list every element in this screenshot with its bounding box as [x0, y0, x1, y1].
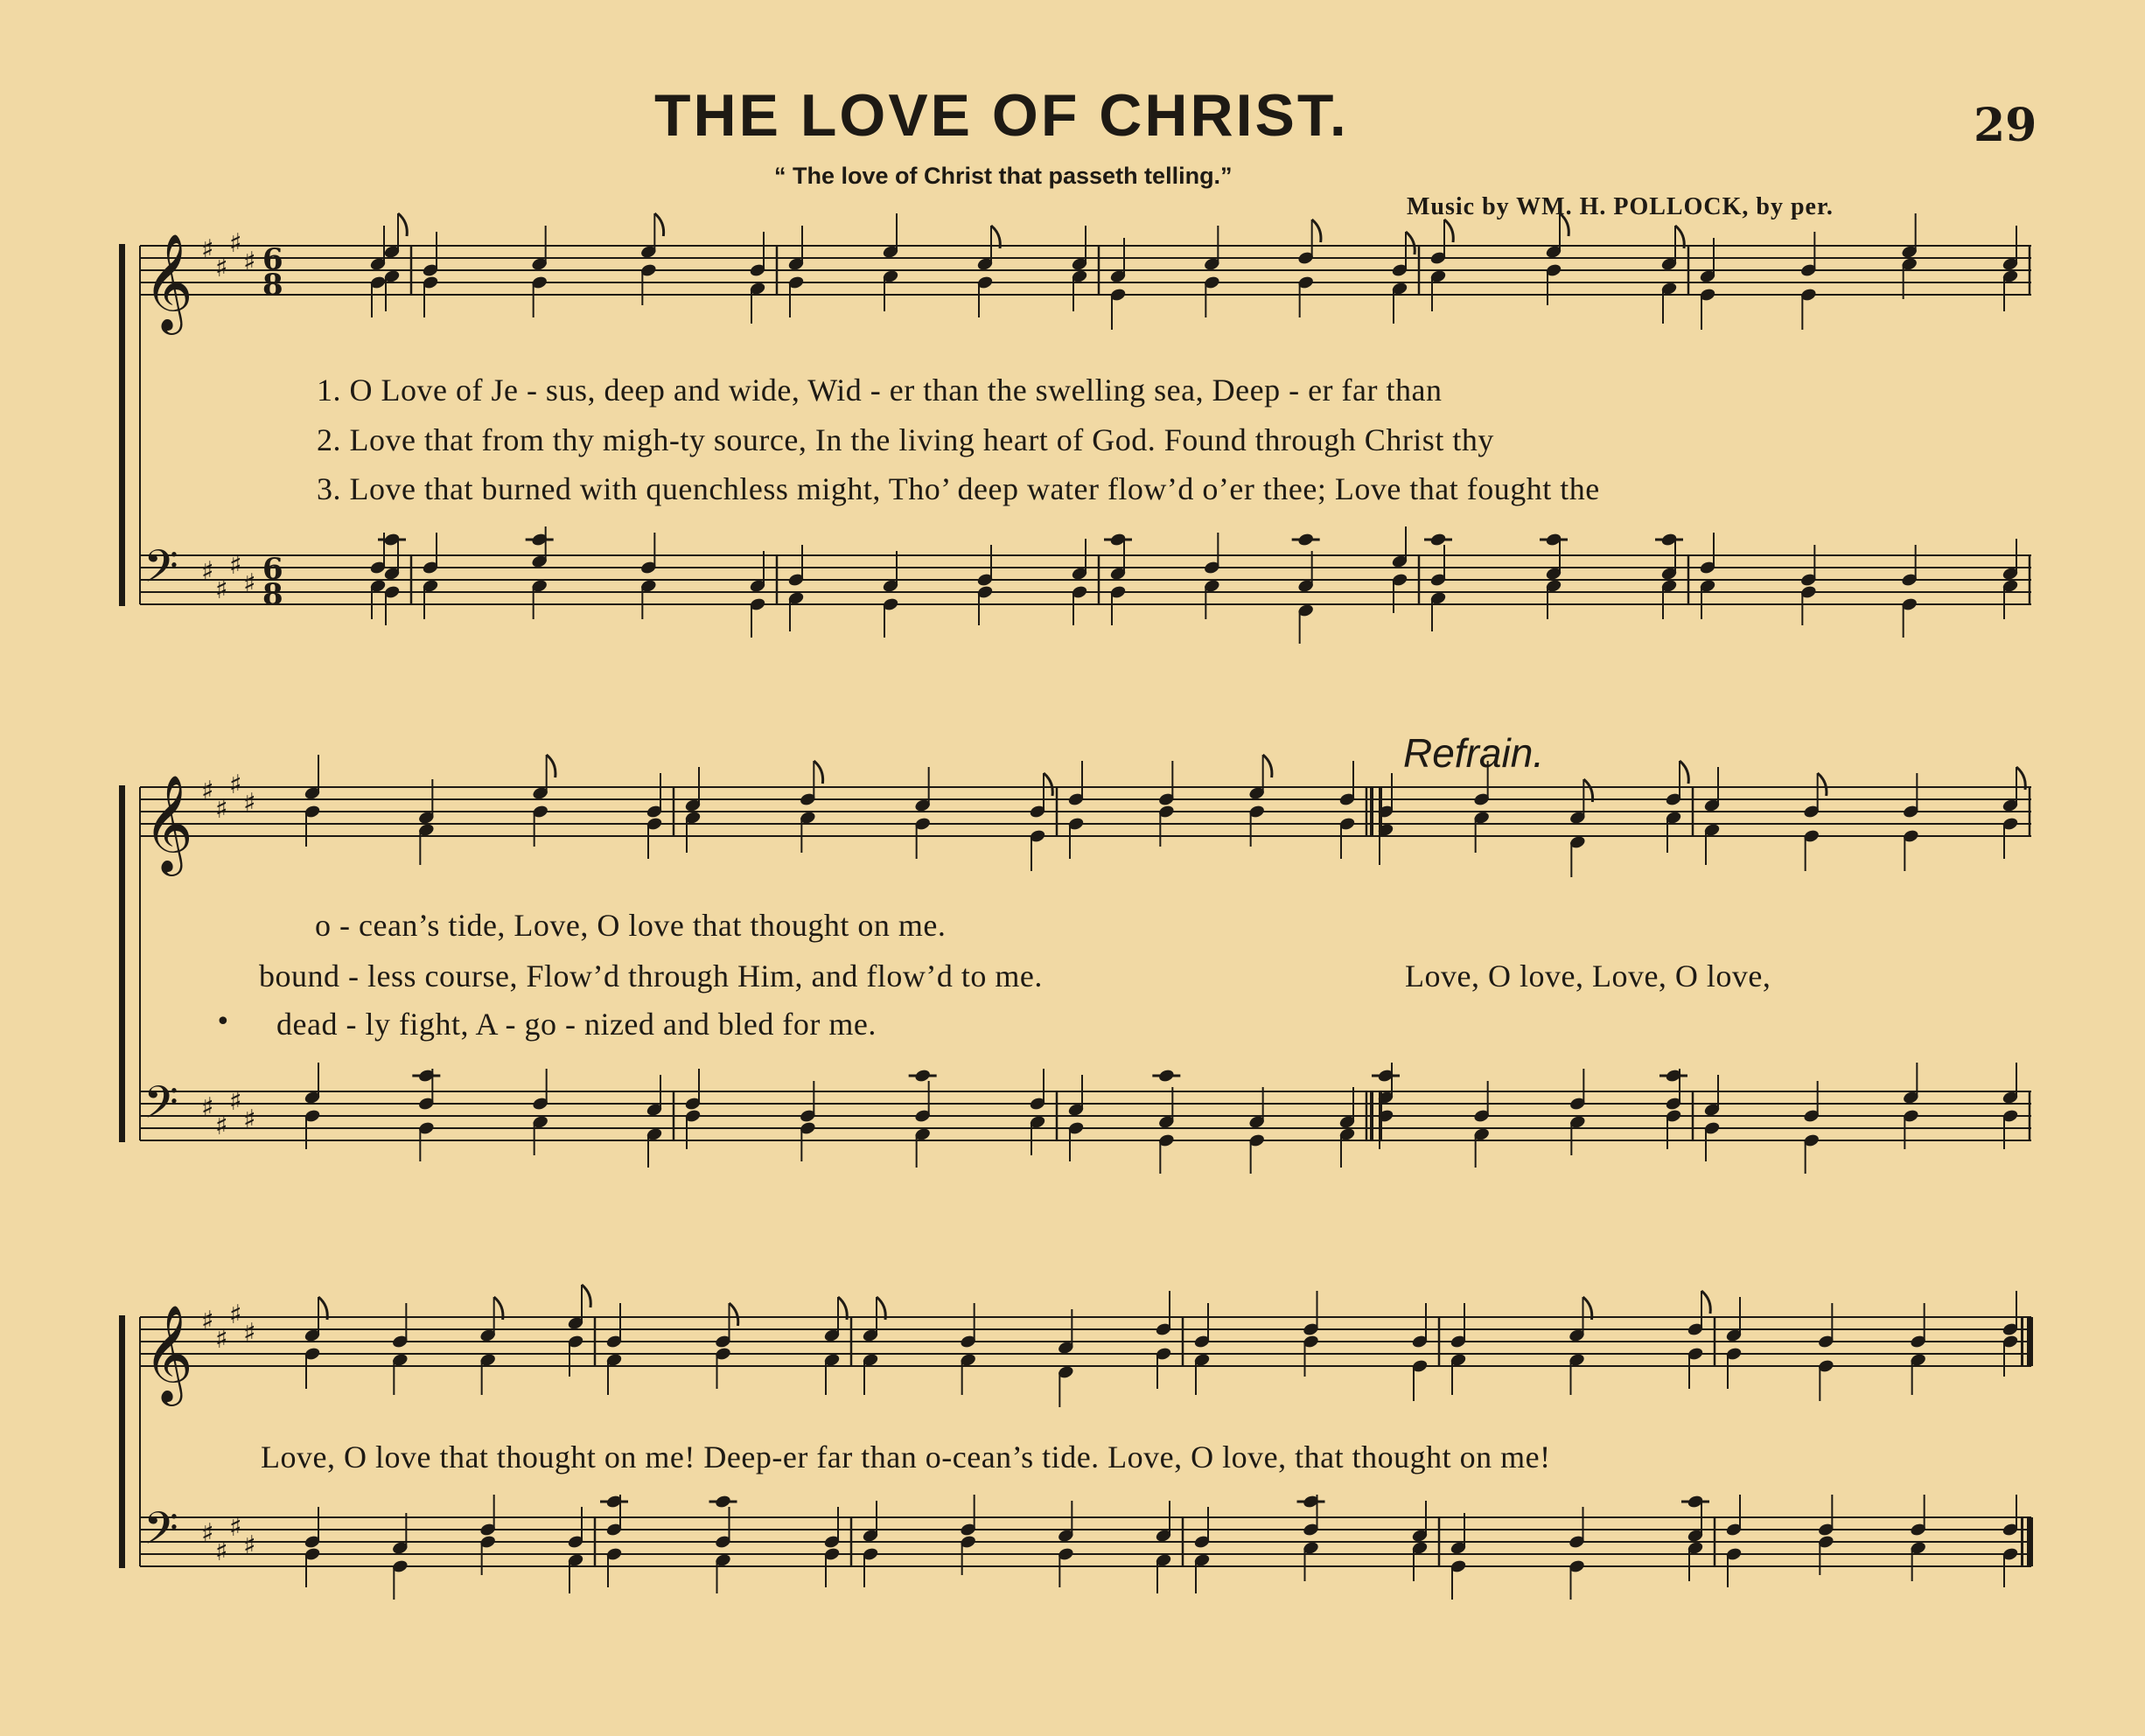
final-bar-line: [2021, 1517, 2023, 1566]
system-bracket: [119, 785, 125, 1142]
note-flag: [814, 761, 822, 784]
time-signature-icon: 6: [262, 242, 283, 277]
final-bar-line: [2027, 1317, 2033, 1366]
treble-clef-icon: 𝄞: [143, 774, 193, 872]
sharp-icon: ♯: [229, 1512, 242, 1543]
sharp-icon: ♯: [229, 1300, 242, 1330]
refrain-label: Refrain.: [1403, 730, 1545, 776]
double-bar-line: [1370, 1091, 1373, 1140]
sharp-icon: ♯: [243, 788, 256, 819]
sharp-icon: ♯: [215, 794, 228, 825]
lyric-s2-verse3: dead - ly fight, A - go - nized and bled for me.: [276, 1007, 877, 1042]
lyric-s1-verse2: 2. Love that from thy migh-ty source, In the living heart of God. Found through Christ thy: [317, 422, 1494, 457]
lyric-s2-verse1: o - cean’s tide, Love, O love that thought on me.: [315, 908, 947, 943]
sharp-icon: ♯: [201, 234, 214, 265]
time-signature-icon: 6: [262, 552, 283, 587]
sharp-icon: ♯: [229, 770, 242, 800]
system-bracket: [119, 244, 125, 606]
treble-clef-icon: 𝄞: [143, 1304, 193, 1402]
note-flag: [1263, 755, 1272, 777]
sharp-icon: ♯: [243, 1318, 256, 1349]
note-flag: [1444, 220, 1453, 242]
sharp-icon: ♯: [243, 568, 256, 599]
sharp-icon: ♯: [201, 1518, 214, 1549]
verse-bullet: •: [215, 1007, 231, 1037]
system-bracket: [119, 1315, 125, 1568]
note-flag: [1044, 773, 1052, 796]
sharp-icon: ♯: [215, 1324, 228, 1355]
note-flag: [582, 1285, 590, 1307]
note-head: [1157, 1068, 1175, 1083]
epigraph: “ The love of Christ that passeth telling.”: [774, 163, 1233, 189]
lyric-s2-verse2: bound - less course, Flow’d through Him, and flow’d to me.: [259, 959, 1043, 993]
note-flag: [547, 755, 555, 777]
lyric-s1-verse1: 1. O Love of Je - sus, deep and wide, Wid - er than the swelling sea, Deep - er far than: [317, 373, 1443, 408]
bass-clef-icon: 𝄢: [143, 540, 178, 603]
time-signature-icon: 8: [262, 577, 283, 612]
note-flag: [398, 213, 407, 236]
note-flag: [654, 213, 663, 236]
sharp-icon: ♯: [215, 1111, 228, 1141]
sharp-icon: ♯: [243, 1105, 256, 1135]
note-head: [1297, 532, 1315, 547]
sharp-icon: ♯: [201, 1306, 214, 1336]
page-title: THE LOVE OF CHRIST.: [654, 82, 1349, 149]
sharp-icon: ♯: [229, 228, 242, 259]
sharp-icon: ♯: [201, 1092, 214, 1123]
sharp-icon: ♯: [215, 253, 228, 283]
note-flag: [1406, 232, 1415, 254]
note-flag: [1701, 1291, 1710, 1314]
composer-credit: Music by WM. H. POLLOCK, by per.: [1407, 193, 1834, 220]
sharp-icon: ♯: [201, 776, 214, 806]
final-bar-line: [2021, 1317, 2023, 1366]
note-flag: [1560, 213, 1569, 236]
lyric-s1-verse3: 3. Love that burned with quenchless might, Tho’ deep water flow’d o’er thee; Love that fought the: [317, 471, 1600, 506]
note-flag: [730, 1303, 738, 1326]
sharp-icon: ♯: [215, 1537, 228, 1567]
bass-clef-icon: 𝄢: [143, 1076, 178, 1140]
sharp-icon: ♯: [229, 550, 242, 581]
treble-clef-icon: 𝄞: [143, 233, 193, 331]
note-flag: [1312, 220, 1321, 242]
final-bar-line: [2027, 1517, 2033, 1566]
note-flag: [1680, 761, 1688, 784]
note-flag: [1818, 773, 1827, 796]
sharp-icon: ♯: [215, 575, 228, 605]
sharp-icon: ♯: [229, 1086, 242, 1117]
bass-clef-icon: 𝄢: [143, 1502, 178, 1565]
page-number: 29: [1974, 99, 2037, 152]
sharp-icon: ♯: [243, 1530, 256, 1561]
sharp-icon: ♯: [243, 247, 256, 277]
double-bar-line: [1370, 787, 1373, 836]
lyric-s3-refrain: Love, O love that thought on me! Deep-er far than o-cean’s tide. Love, O love, that thought on me!: [261, 1440, 1551, 1475]
lyric-s2-refrain: Love, O love, Love, O love,: [1405, 959, 1771, 993]
time-signature-icon: 8: [262, 268, 283, 303]
sharp-icon: ♯: [201, 556, 214, 587]
